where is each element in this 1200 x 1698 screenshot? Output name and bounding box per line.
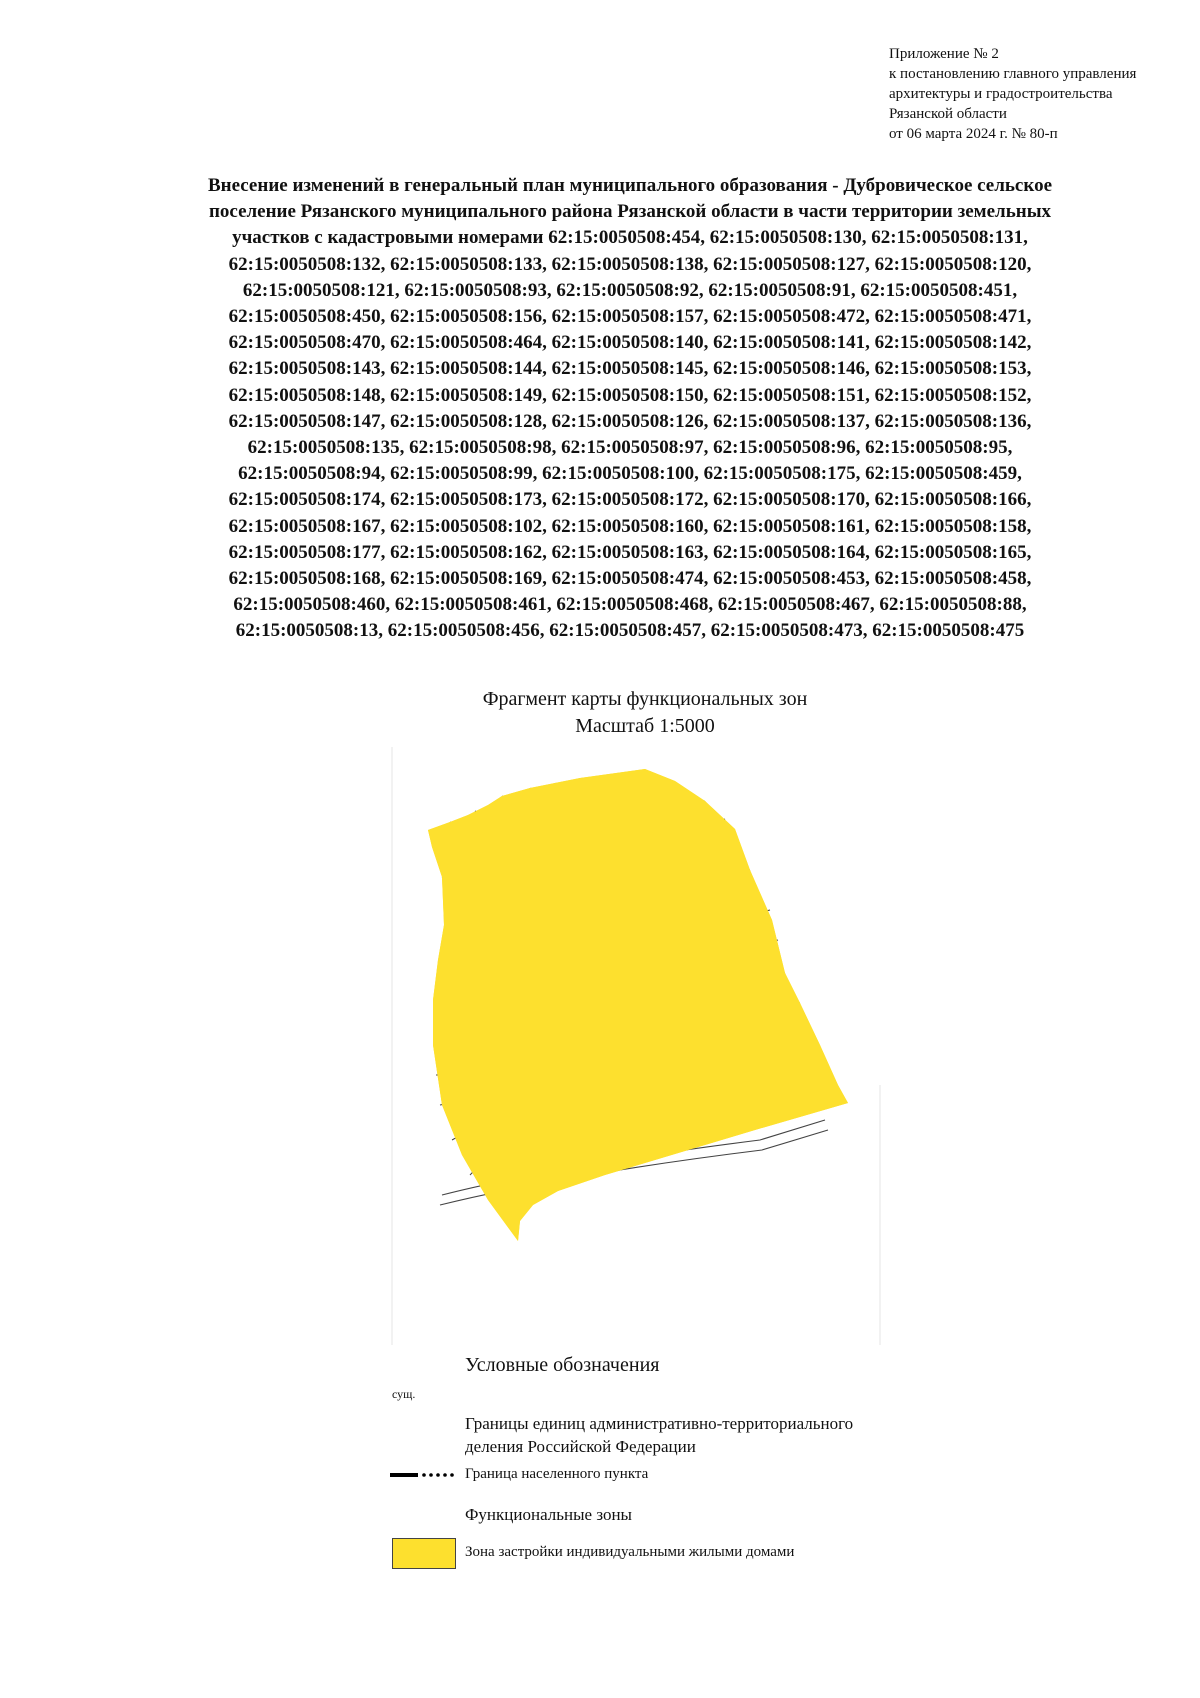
title-line: 62:15:0050508:132, 62:15:0050508:133, 62:15:0050508:138, 62:15:0050508:127, 62:15:0050508:120,	[228, 253, 1032, 275]
zone-map	[380, 745, 940, 1345]
title-line: Внесение изменений в генеральный план муниципального образования - Дубровическое сельское	[207, 175, 1052, 196]
appendix-header	[889, 44, 1179, 144]
legend-settlement-boundary: Граница населенного пункта	[465, 1466, 649, 1482]
title-line: поселение Рязанского муниципального района Рязанской области в части территории земельных	[208, 201, 1052, 223]
title-line: 62:15:0050508:460, 62:15:0050508:461, 62:15:0050508:468, 62:15:0050508:467, 62:15:0050508:88,	[233, 594, 1027, 616]
legend-admin-boundaries	[465, 1412, 853, 1458]
title-line: 62:15:0050508:167, 62:15:0050508:102, 62:15:0050508:160, 62:15:0050508:161, 62:15:0050508:158,	[228, 515, 1032, 537]
title-line: 62:15:0050508:13, 62:15:0050508:456, 62:15:0050508:457, 62:15:0050508:473, 62:15:0050508:475	[235, 620, 1025, 642]
legend-admin-line: деления Российской Федерации	[465, 1437, 696, 1456]
title-line: 62:15:0050508:148, 62:15:0050508:149, 62:15:0050508:150, 62:15:0050508:151, 62:15:0050508:152,	[228, 384, 1032, 406]
legend-residential-zone: Зона застройки индивидуальными жилыми домами	[465, 1544, 795, 1560]
title-line: 62:15:0050508:143, 62:15:0050508:144, 62:15:0050508:145, 62:15:0050508:146, 62:15:0050508:153,	[228, 358, 1032, 380]
legend-admin-line: Границы единиц административно-территориального	[465, 1414, 854, 1433]
legend-functional-zones: Функциональные зоны	[465, 1505, 632, 1524]
appendix-line: архитектуры и градостроительства	[889, 86, 1113, 102]
title-line: 62:15:0050508:168, 62:15:0050508:169, 62:15:0050508:474, 62:15:0050508:453, 62:15:0050508:458,	[228, 568, 1032, 590]
title-line: 62:15:0050508:94, 62:15:0050508:99, 62:15:0050508:100, 62:15:0050508:175, 62:15:0050508:459,	[238, 463, 1022, 485]
map-caption-title: Фрагмент карты функциональных зон	[482, 688, 808, 710]
map-caption	[400, 686, 890, 740]
appendix-line: к постановлению главного управления	[889, 66, 1137, 82]
legend-existing-label: сущ.	[392, 1387, 416, 1401]
title-line: 62:15:0050508:470, 62:15:0050508:464, 62:15:0050508:140, 62:15:0050508:141, 62:15:0050508:142,	[228, 332, 1032, 354]
legend-title: Условные обозначения	[465, 1354, 660, 1376]
title-line: участков с кадастровыми номерами 62:15:0050508:454, 62:15:0050508:130, 62:15:0050508:131,	[232, 227, 1028, 249]
document-title	[130, 173, 1130, 645]
appendix-line: от 06 марта 2024 г. № 80-п	[889, 126, 1058, 142]
title-line: 62:15:0050508:147, 62:15:0050508:128, 62:15:0050508:126, 62:15:0050508:137, 62:15:0050508:136,	[228, 410, 1032, 432]
title-line: 62:15:0050508:174, 62:15:0050508:173, 62:15:0050508:172, 62:15:0050508:170, 62:15:0050508:166,	[228, 489, 1032, 511]
title-line: 62:15:0050508:135, 62:15:0050508:98, 62:15:0050508:97, 62:15:0050508:96, 62:15:0050508:95,	[247, 437, 1013, 459]
title-line: 62:15:0050508:121, 62:15:0050508:93, 62:15:0050508:92, 62:15:0050508:91, 62:15:0050508:451,	[242, 279, 1018, 301]
zone-map-svg	[380, 745, 940, 1345]
settlement-boundary-symbol	[390, 1470, 460, 1480]
title-line: 62:15:0050508:177, 62:15:0050508:162, 62:15:0050508:163, 62:15:0050508:164, 62:15:0050508:165,	[228, 541, 1032, 563]
residential-zone-swatch	[392, 1538, 456, 1569]
appendix-line: Рязанской области	[889, 106, 1007, 122]
map-caption-scale: Масштаб 1:5000	[575, 715, 715, 737]
title-line: 62:15:0050508:450, 62:15:0050508:156, 62:15:0050508:157, 62:15:0050508:472, 62:15:0050508:471,	[228, 306, 1032, 328]
appendix-line: Приложение № 2	[889, 46, 999, 62]
